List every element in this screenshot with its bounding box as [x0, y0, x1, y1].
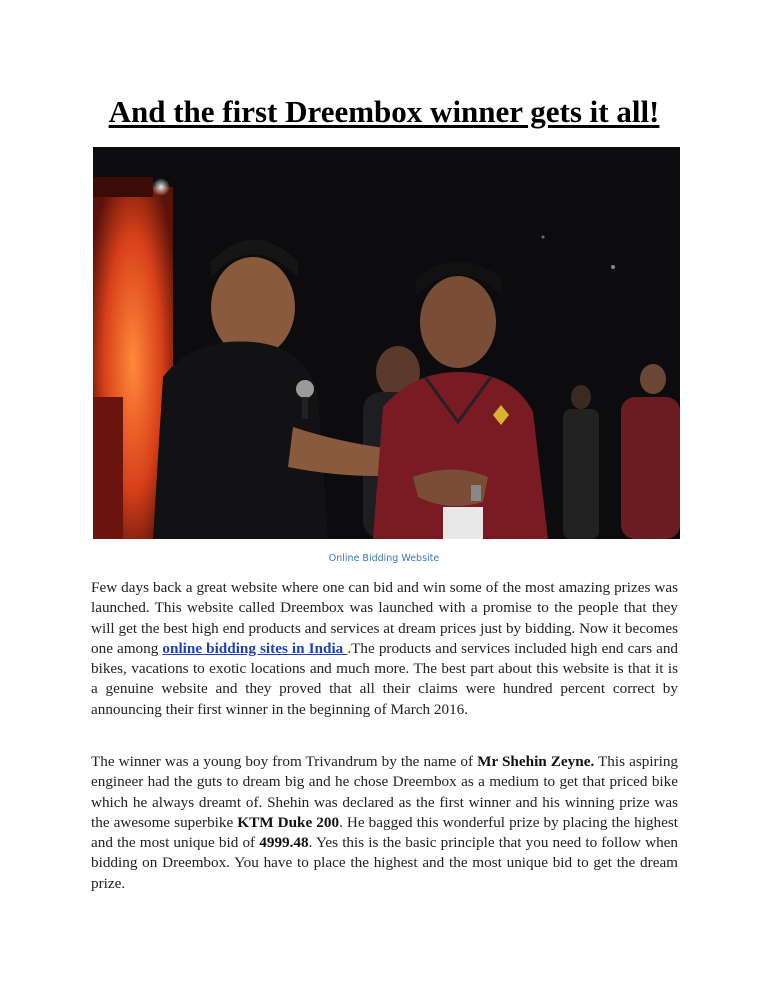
winning-bid: 4999.48: [259, 834, 309, 852]
paragraph-winner-text-3: . He bagged this wonderful prize by placing the highest and the most unique bid of: [91, 813, 678, 852]
photo-caption: Online Bidding Website: [328, 553, 440, 564]
prize-name: KTM Duke 200: [237, 813, 340, 831]
award-ceremony-photo: [93, 147, 680, 539]
paragraph-winner: [91, 752, 678, 894]
paragraph-intro: [91, 578, 678, 720]
paragraph-winner-text-1: The winner was a young boy from Trivandrum by the name of: [91, 753, 478, 770]
paragraph-winner-text-2: This aspiring engineer had the guts to dream big and he chose Dreembox as a medium to get that priced bike which he always dreamt of. Shehin was declared as the first winner and his winning prize was the awesome superbike: [91, 753, 679, 831]
paragraph-winner-text-4: . Yes this is the basic principle that you need to follow when bidding on Dreembox. You have to place the highest and the most unique bid to get the dream prize.: [91, 834, 678, 892]
paragraph-intro-text-1: Few days back a great website where one can bid and win some of the most amazing prizes was launched. This website called Dreembox was launched with a promise to the people that they will get the best high end products and services at dream prices just by bidding. Now it becomes one among: [91, 579, 678, 657]
winner-name: Mr Shehin Zeyne.: [477, 753, 595, 770]
page-title: And the first Dreembox winner gets it all!: [108, 94, 660, 129]
online-bidding-link[interactable]: online bidding sites in India: [162, 639, 348, 657]
paragraph-intro-text-2: .The products and services included high end cars and bikes, vacations to exotic locations and much more. The best part about this website is that it is a genuine website and they proved that all their claims were hundred percent correct by announcing their first winner in the beginning of March 2016.: [91, 639, 679, 718]
